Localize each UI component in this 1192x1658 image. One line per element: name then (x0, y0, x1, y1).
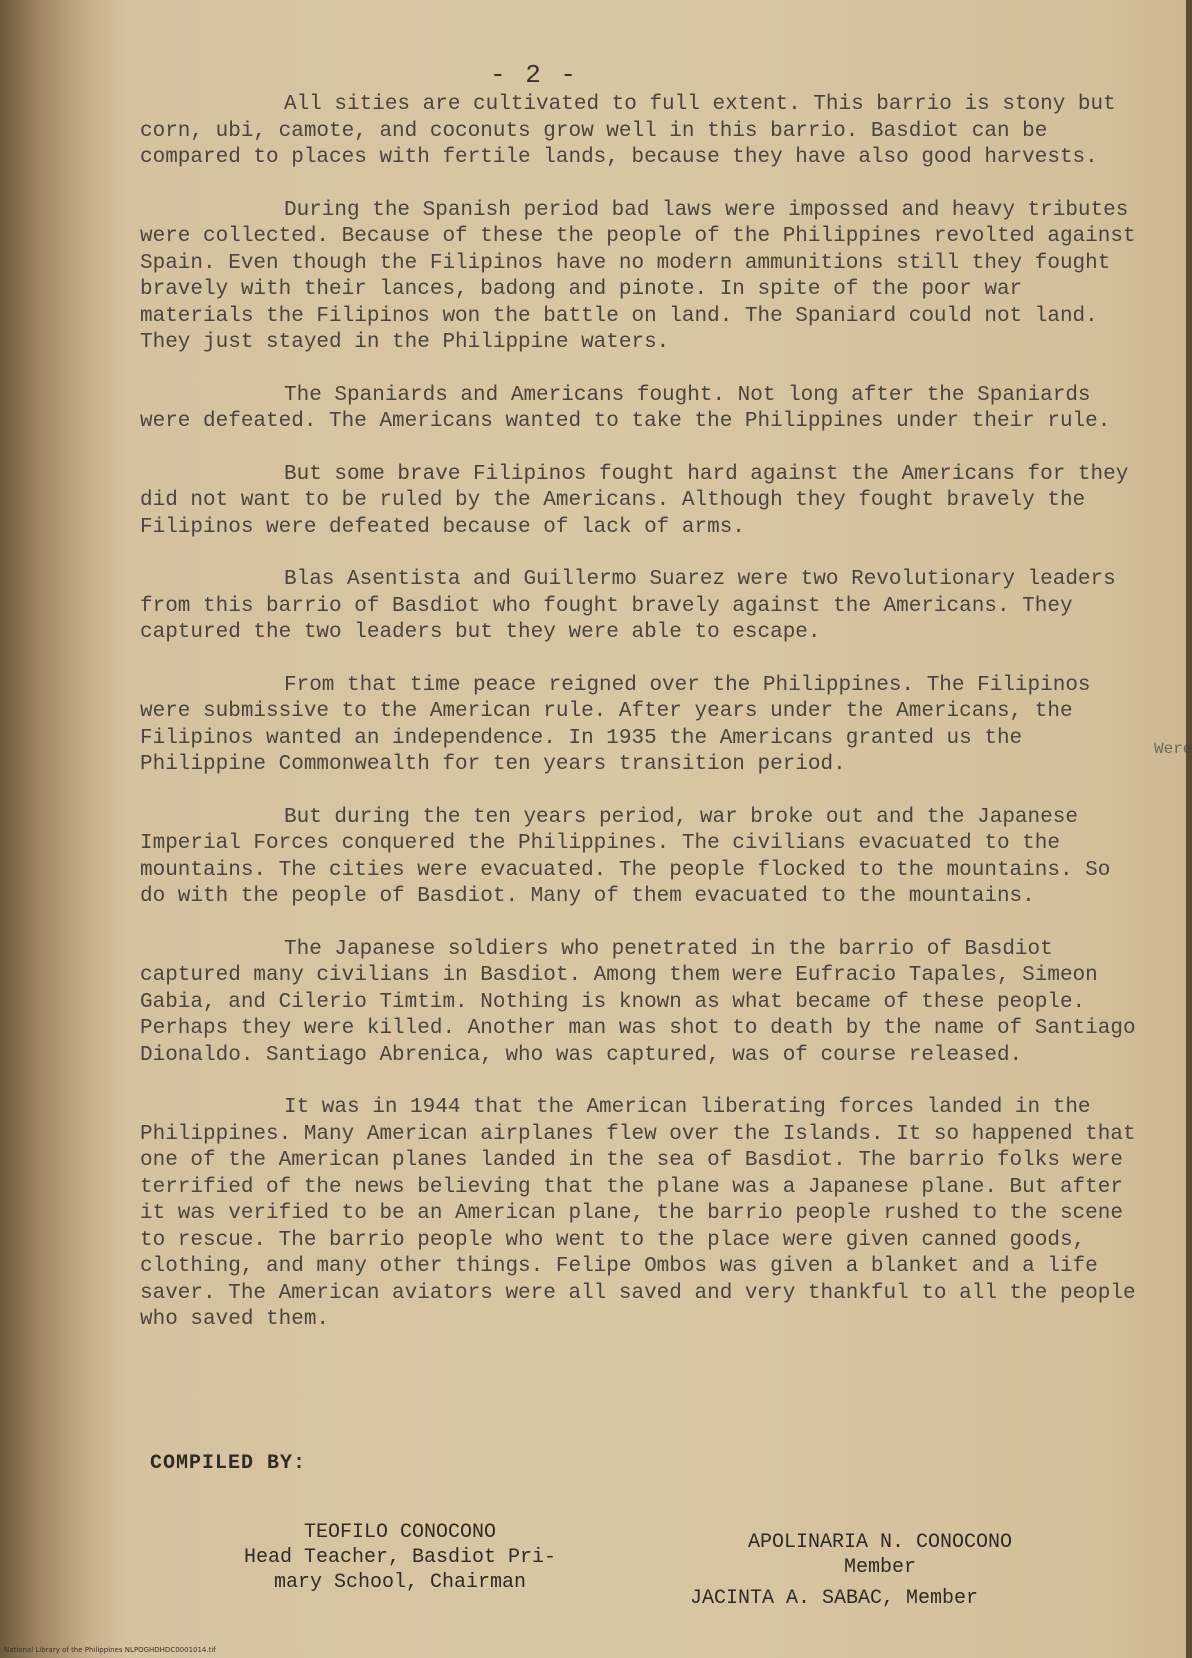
paragraph-8: The Japanese soldiers who penetrated in the barrio of Basdiot captured many civilians in Basdiot. Among them were Eufracio Tapales, Simeon Gabia, and Cilerio Timtim. Nothing is known as what became of these people. Perhaps they were killed. Another man was shot to death by the name of Santiago Dionaldo. Santiago Abrenica, who was captured, was of course released. (140, 937, 1136, 1067)
paragraph-4: But some brave Filipinos fought hard against the Americans for they did not want to be ruled by the Americans. Although they fought bravely the Filipinos were defeated because of lack of arms. (140, 462, 1129, 539)
paragraph-5: Blas Asentista and Guillermo Suarez were two Revolutionary leaders from this barrio of Basdiot who fought bravely against the Americans. They captured the two leaders but they were able to escape. (140, 568, 1116, 644)
chairman-name: TEOFILO CONOCONO (303, 1521, 497, 1544)
signature-block-members (690, 1530, 1070, 1611)
paragraph-1: All sities are cultivated to full extent. This barrio is stony but corn, ubi, camote, and coconuts grow well in this barrio. Basdiot can be compared to places with fertile lands, because they have also good harvests. (140, 93, 1116, 169)
compiled-by-heading: COMPILED BY: (150, 1452, 307, 1475)
margin-note: Were (1154, 740, 1192, 758)
body-text (140, 92, 1140, 1360)
paragraph-2: During the Spanish period bad laws were impossed and heavy tributes were collected. Because of these the people of the Philippines revolted against Spain. Even though the Filipinos have no modern ammunitions still they fought bravely with their lances, badong and pinote. In spite of the poor war materials the Filipinos won the battle on land. The Spaniard could not land. They just stayed in the Philippine waters. (140, 198, 1136, 354)
paragraph-3: The Spaniards and Americans fought. Not long after the Spaniards were defeated. The Americans wanted to take the Philippines under their rule. (140, 383, 1111, 433)
paragraph-6: From that time peace reigned over the Philippines. The Filipinos were submissive to the American rule. After years under the Americans, the Filipinos wanted an independence. In 1935 the Americans granted us the Philippine Commonwealth for ten years transition period. (140, 673, 1091, 776)
chairman-title-line2: mary School, Chairman (273, 1571, 527, 1594)
member-name: APOLINARIA N. CONOCONO (747, 1531, 1013, 1554)
paragraph-7: But during the ten years period, war broke out and the Japanese Imperial Forces conquered the Philippines. The civilians evacuated to the mountains. The cities were evacuated. The people flocked to the mountains. So do with the people of Basdiot. Many of them evacuated to the mountains. (140, 805, 1111, 908)
chairman-title-line1: Head Teacher, Basdiot Pri- (243, 1546, 557, 1569)
archive-footer: National Library of the Philippines NLPOGHDHDC0001014.tif (4, 1646, 216, 1654)
paragraph-9: It was in 1944 that the American liberating forces landed in the Philippines. Many American airplanes flew over the Islands. It so happened that one of the American planes landed in the sea of Basdiot. The barrio folks were terrified of the news believing that the plane was a Japanese plane. But after it was verified to be an American plane, the barrio people rushed to the scene to rescue. The barrio people who went to the place were given canned goods, clothing, and many other things. Felipe Ombos was given a blanket and a life saver. The American aviators were all saved and very thankful to all the people who saved them. (140, 1096, 1136, 1331)
page-number: - 2 - (490, 60, 579, 90)
signature-block-chairman (220, 1520, 580, 1595)
second-member: JACINTA A. SABAC, Member (690, 1587, 979, 1610)
member-role: Member (843, 1556, 916, 1579)
